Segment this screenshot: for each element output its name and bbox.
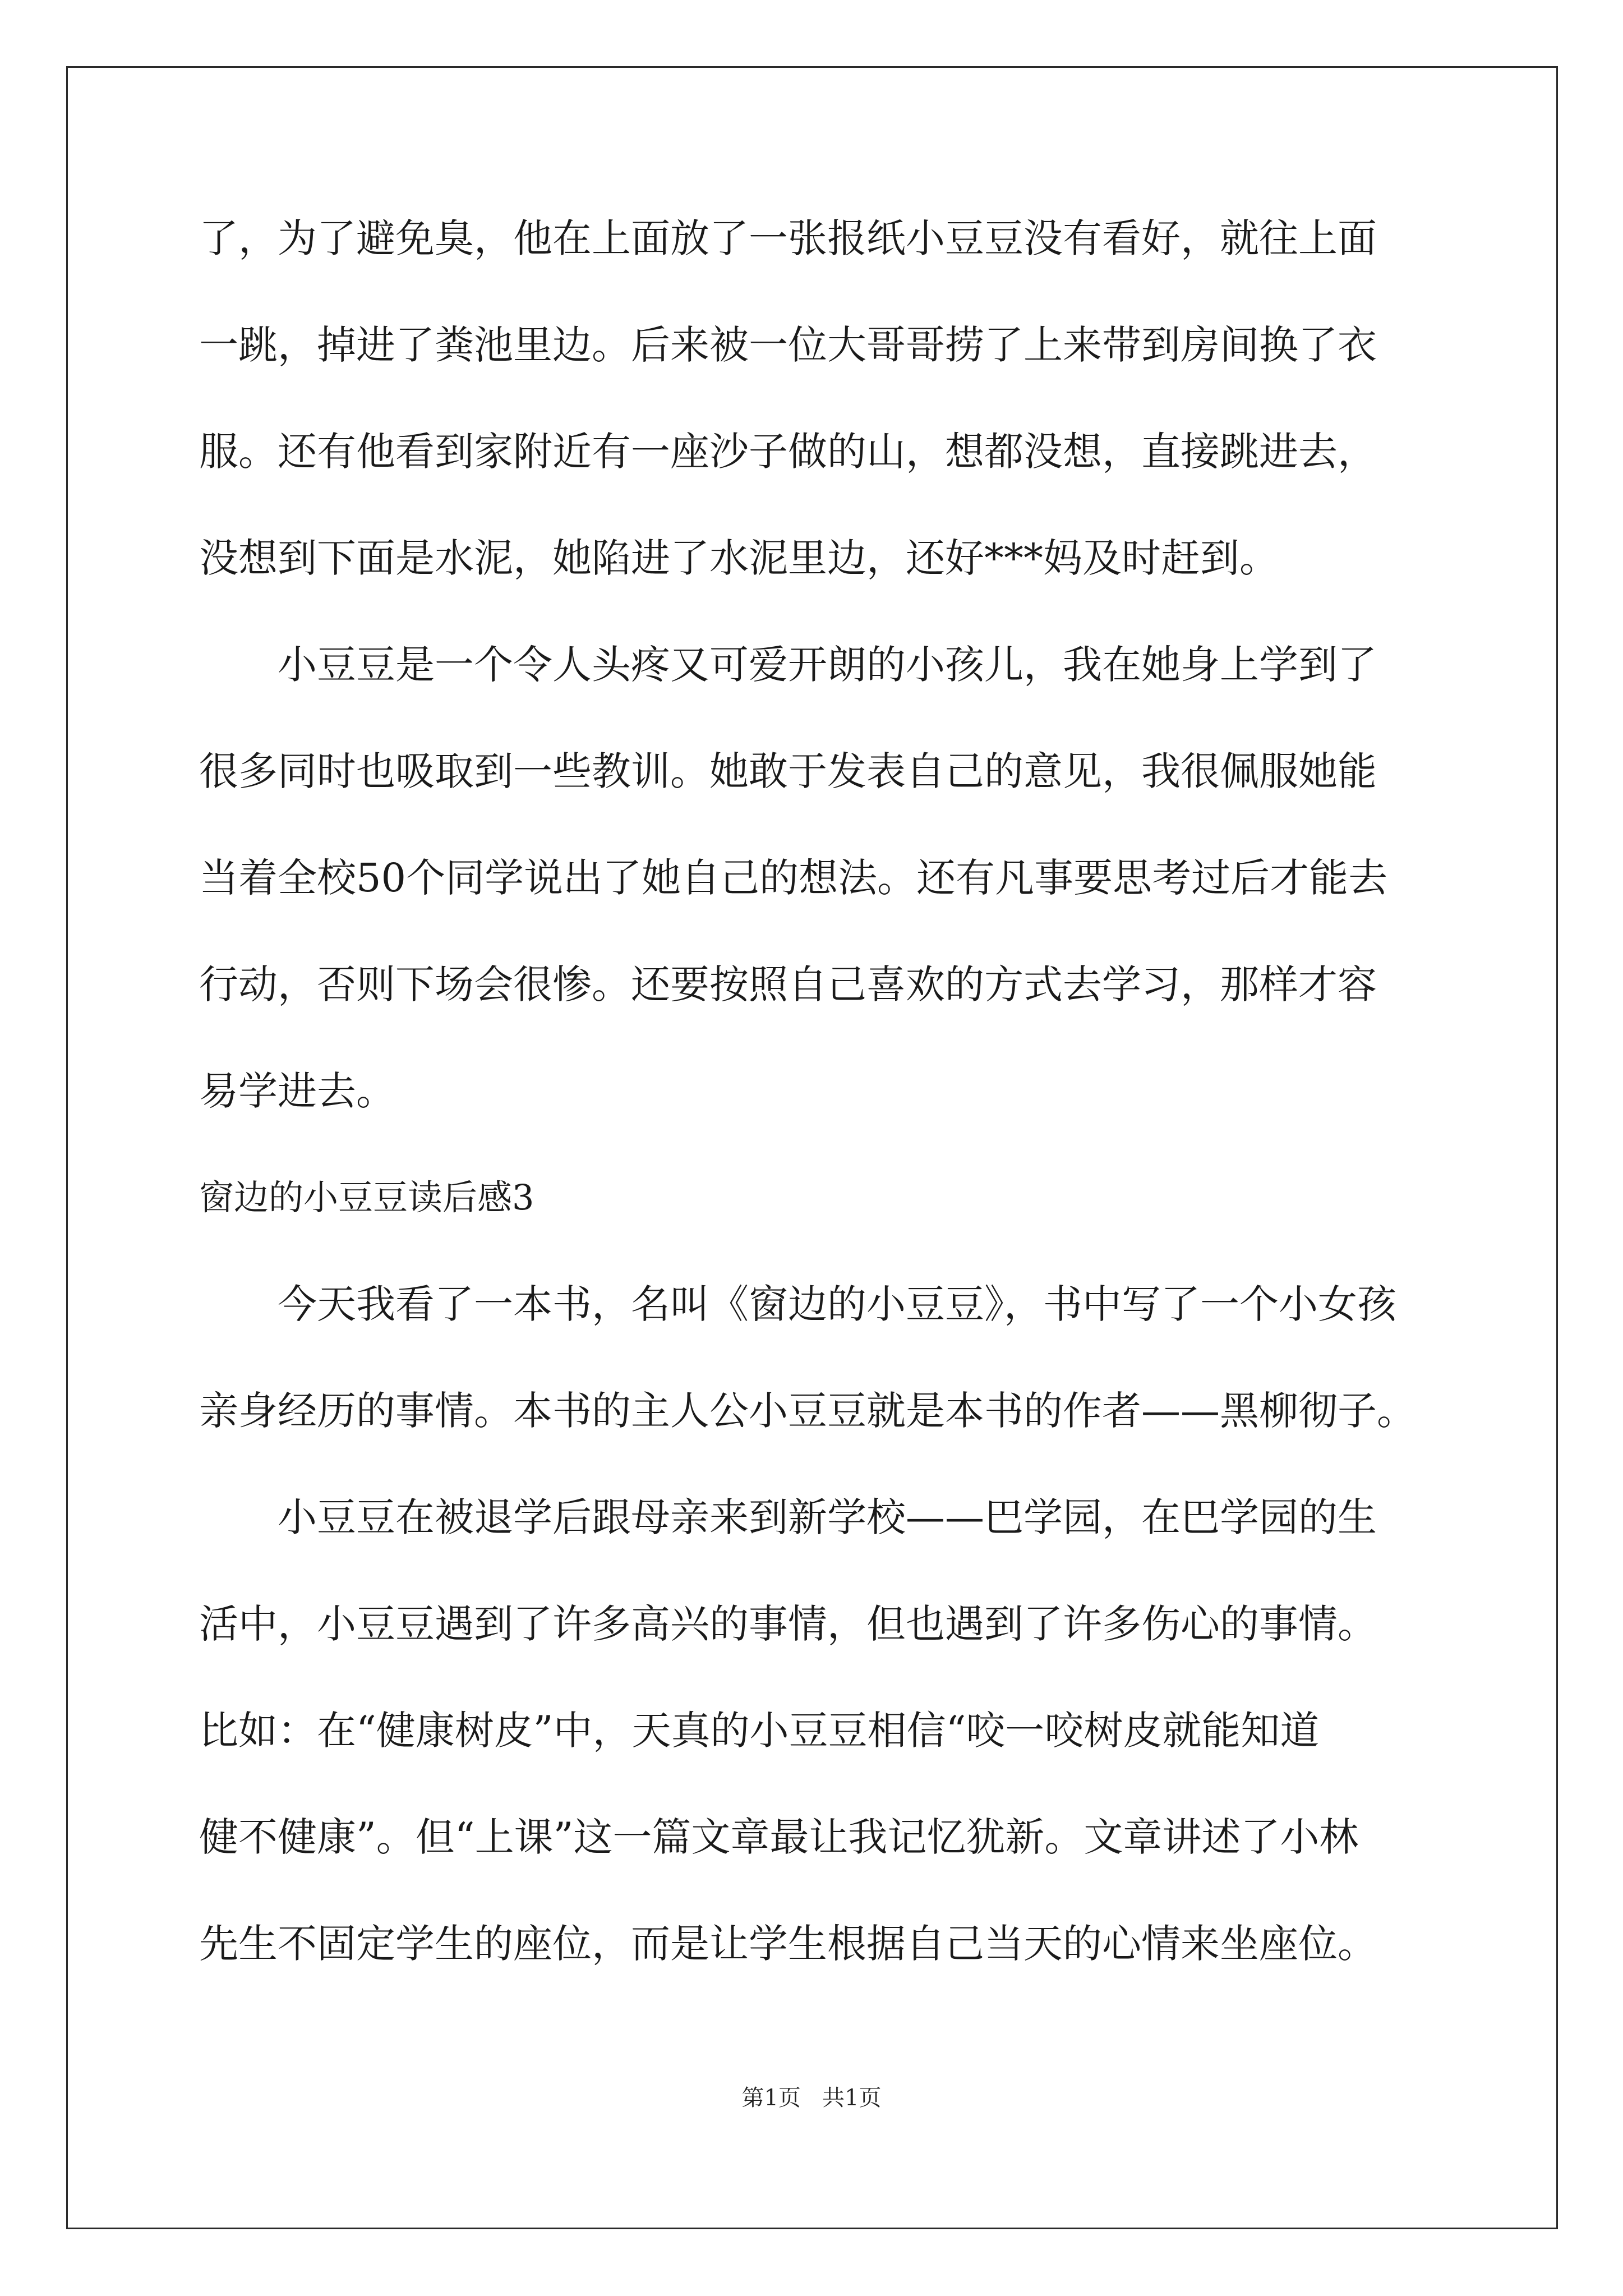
paragraph-line: 小豆豆在被退学后跟母亲来到新学校——巴学园，在巴学园的生	[278, 1494, 1377, 1540]
section-heading: 窗边的小豆豆读后感3	[199, 1177, 534, 1218]
paragraph-line: 比如：在“健康树皮”中，天真的小豆豆相信“咬一咬树皮就能知道	[199, 1708, 1320, 1754]
paragraph-line: 亲身经历的事情。本书的主人公小豆豆就是本书的作者——黑柳彻子。	[199, 1388, 1416, 1434]
page-footer: 第1页 共1页	[741, 2085, 882, 2111]
paragraph-line: 当着全校50个同学说出了她自己的想法。还有凡事要思考过后才能去	[199, 855, 1388, 901]
paragraph-line: 一跳，掉进了粪池里边。后来被一位大哥哥捞了上来带到房间换了衣	[199, 322, 1377, 368]
paragraph-line: 没想到下面是水泥，她陷进了水泥里边，还好***妈及时赶到。	[199, 535, 1279, 581]
paragraph-line: 很多同时也吸取到一些教训。她敢于发表自己的意见，我很佩服她能	[199, 748, 1377, 794]
paragraph-line: 服。还有他看到家附近有一座沙子做的山，想都没想，直接跳进去，	[199, 429, 1377, 475]
paragraph-line: 今天我看了一本书，名叫《窗边的小豆豆》，书中写了一个小女孩	[278, 1281, 1396, 1327]
paragraph-line: 小豆豆是一个令人头疼又可爱开朗的小孩儿，我在她身上学到了	[278, 642, 1377, 688]
paragraph-line: 行动，否则下场会很惨。还要按照自己喜欢的方式去学习，那样才容	[199, 961, 1377, 1007]
page-border	[66, 66, 1558, 2229]
paragraph-line: 易学进去。	[199, 1068, 395, 1114]
paragraph-line: 活中，小豆豆遇到了许多高兴的事情，但也遇到了许多伤心的事情。	[199, 1601, 1377, 1647]
paragraph-line: 先生不固定学生的座位，而是让学生根据自己当天的心情来坐座位。	[199, 1921, 1377, 1967]
paragraph-line: 了，为了避免臭，他在上面放了一张报纸小豆豆没有看好，就往上面	[199, 215, 1377, 261]
paragraph-line: 健不健康”。但“上课”这一篇文章最让我记忆犹新。文章讲述了小林	[199, 1814, 1359, 1860]
